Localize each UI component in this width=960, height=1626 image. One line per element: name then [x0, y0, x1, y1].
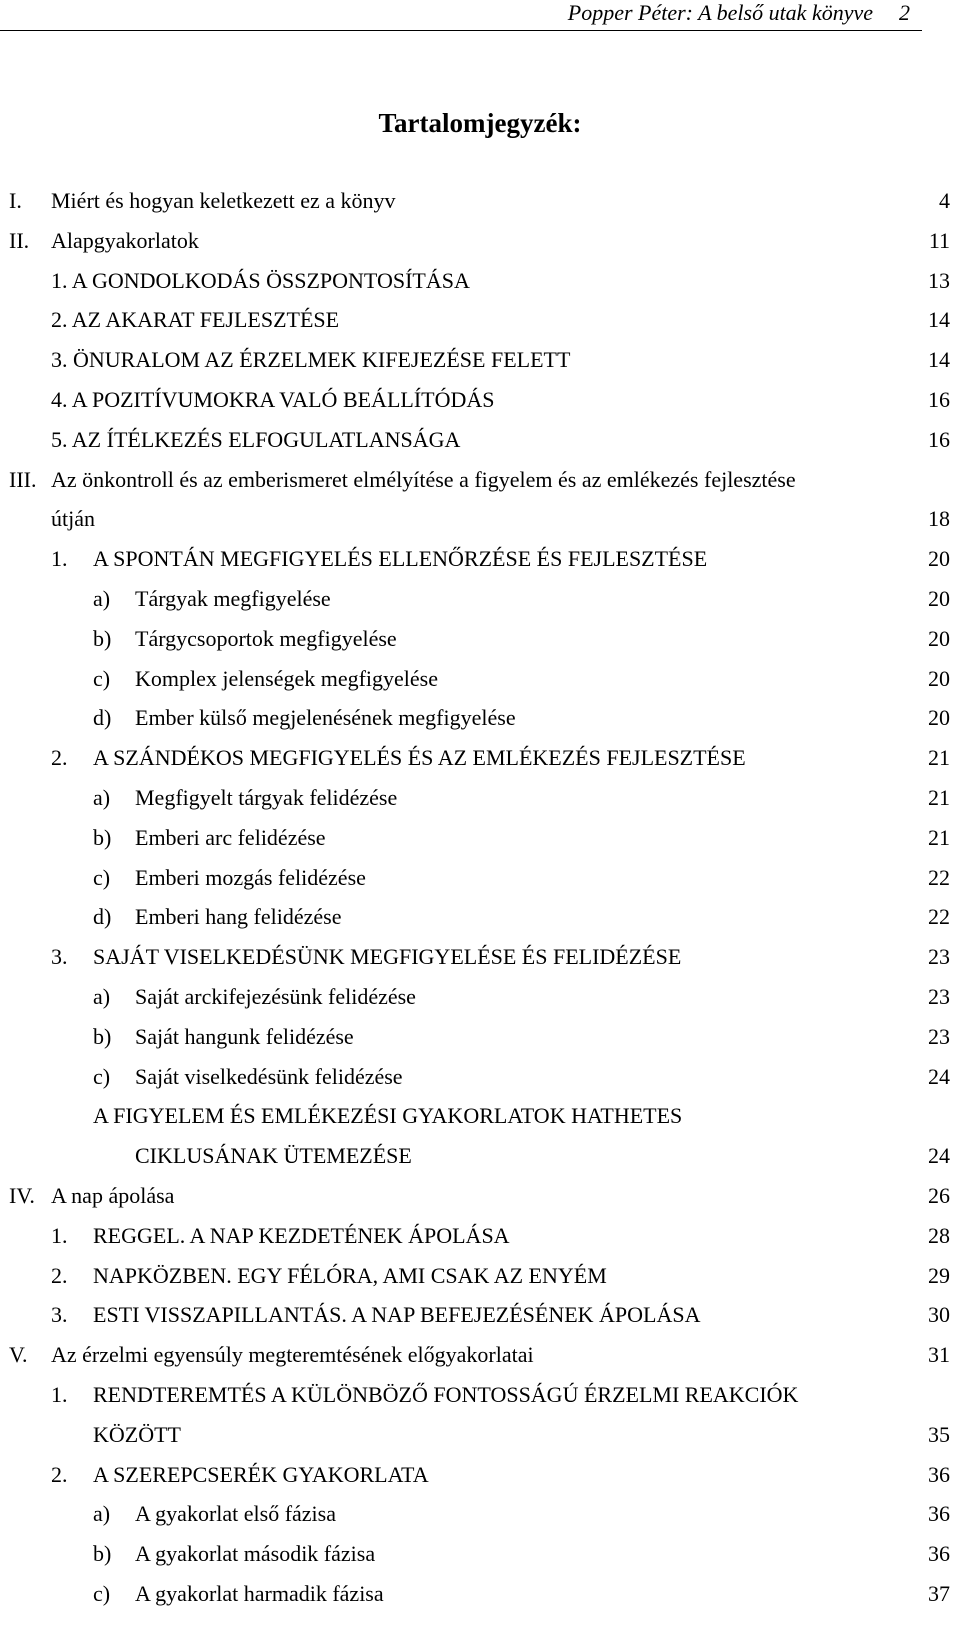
toc-entry-label: CIKLUSÁNAK ÜTEMEZÉSE — [135, 1143, 412, 1169]
toc-entry-label: Saját hangunk felidézése — [135, 1023, 354, 1049]
toc-entry-page: 24 — [928, 1143, 950, 1169]
toc-entry-label: A nap ápolása — [51, 1182, 175, 1208]
toc-entry-page: 28 — [928, 1222, 950, 1248]
toc-entry[interactable] — [0, 1024, 960, 1064]
toc-entry-label: Emberi mozgás felidézése — [135, 864, 366, 890]
toc-entry-label: A SZEREPCSERÉK GYAKORLATA — [93, 1461, 429, 1487]
toc-entry[interactable] — [0, 586, 960, 626]
toc-entry-label: Megfigyelt tárgyak felidézése — [135, 784, 398, 810]
toc-entry-page: 13 — [928, 267, 950, 293]
toc-entry-number: d) — [93, 705, 112, 731]
table-of-contents — [0, 188, 960, 1621]
toc-entry[interactable] — [0, 427, 960, 467]
toc-entry-page: 31 — [928, 1342, 950, 1368]
toc-entry-number: b) — [93, 625, 112, 651]
toc-entry-label: Tárgycsoportok megfigyelése — [135, 625, 397, 651]
toc-entry-label: Miért és hogyan keletkezett ez a könyv — [51, 188, 396, 213]
toc-entry[interactable] — [0, 268, 960, 308]
toc-entry-number: 2. — [51, 745, 68, 771]
toc-entry[interactable] — [0, 1302, 960, 1342]
toc-entry-page: 23 — [928, 983, 950, 1009]
toc-entry[interactable] — [0, 1263, 960, 1303]
toc-entry-label: A FIGYELEM ÉS EMLÉKEZÉSI GYAKORLATOK HATHETES — [93, 1103, 683, 1129]
toc-entry[interactable] — [0, 984, 960, 1024]
toc-entry-label: KÖZÖTT — [93, 1421, 181, 1447]
toc-entry-page: 23 — [928, 1023, 950, 1049]
toc-entry-page: 21 — [928, 824, 950, 850]
toc-entry-number: b) — [93, 1023, 112, 1049]
toc-entry[interactable] — [0, 825, 960, 865]
toc-entry-page: 14 — [928, 347, 950, 373]
toc-entry-page: 37 — [928, 1580, 950, 1606]
toc-entry-number: d) — [93, 904, 112, 930]
toc-entry-label: Emberi arc felidézése — [135, 824, 326, 850]
toc-entry[interactable] — [0, 1541, 960, 1581]
toc-entry[interactable] — [0, 228, 960, 268]
header-text: Popper Péter: A belső utak könyve — [567, 0, 873, 25]
toc-entry-page: 22 — [928, 864, 950, 890]
toc-entry-label: REGGEL. A NAP KEZDETÉNEK ÁPOLÁSA — [93, 1222, 510, 1248]
toc-entry-page: 23 — [928, 944, 950, 970]
toc-entry-number: 1. — [51, 546, 68, 572]
toc-entry-label: Alapgyakorlatok — [51, 227, 199, 253]
toc-entry-page: 20 — [928, 546, 950, 572]
toc-entry[interactable] — [0, 1501, 960, 1541]
toc-entry-label: 1. A GONDOLKODÁS ÖSSZPONTOSÍTÁSA — [51, 267, 470, 293]
toc-entry[interactable] — [0, 1382, 960, 1422]
toc-entry-number: V. — [9, 1342, 28, 1368]
toc-entry[interactable] — [0, 944, 960, 984]
toc-entry-page: 22 — [928, 904, 950, 930]
toc-entry[interactable] — [0, 1342, 960, 1382]
toc-entry-label: 3. ÖNURALOM AZ ÉRZELMEK KIFEJEZÉSE FELETT — [51, 347, 571, 373]
toc-entry-label: ESTI VISSZAPILLANTÁS. A NAP BEFEJEZÉSÉNEK ÁPOLÁSA — [93, 1302, 701, 1328]
toc-entry-page: 36 — [928, 1501, 950, 1527]
toc-entry-page: 35 — [928, 1421, 950, 1447]
toc-entry-number: a) — [93, 983, 111, 1009]
toc-entry-page: 16 — [928, 426, 950, 452]
toc-entry-label: Komplex jelenségek megfigyelése — [135, 665, 439, 691]
toc-entry-label: 4. A POZITÍVUMOKRA VALÓ BEÁLLÍTÓDÁS — [51, 386, 495, 412]
toc-entry[interactable] — [0, 1064, 960, 1104]
toc-entry-label: RENDTEREMTÉS A KÜLÖNBÖZŐ FONTOSSÁGÚ ÉRZELMI REAKCIÓK — [93, 1381, 799, 1407]
toc-entry-label: Tárgyak megfigyelése — [135, 585, 331, 611]
toc-entry[interactable] — [0, 1143, 960, 1183]
toc-entry[interactable] — [0, 467, 960, 507]
toc-entry-number: c) — [93, 665, 111, 691]
toc-entry-page: 20 — [928, 665, 950, 691]
toc-entry-page: 18 — [928, 506, 950, 532]
toc-entry-page: 20 — [928, 625, 950, 651]
toc-entry-page: 11 — [928, 227, 950, 253]
toc-entry[interactable] — [0, 626, 960, 666]
toc-entry[interactable] — [0, 1223, 960, 1263]
toc-entry-page: 36 — [928, 1461, 950, 1487]
toc-entry[interactable] — [0, 904, 960, 944]
toc-entry-label: NAPKÖZBEN. EGY FÉLÓRA, AMI CSAK AZ ENYÉM — [93, 1262, 607, 1288]
toc-entry-page: 21 — [928, 745, 950, 771]
toc-entry-label: 5. AZ ÍTÉLKEZÉS ELFOGULATLANSÁGA — [51, 426, 461, 452]
toc-entry[interactable] — [0, 865, 960, 905]
toc-entry-number: 1. — [51, 1222, 68, 1248]
toc-entry-number: a) — [93, 585, 111, 611]
toc-entry-label: Saját arckifejezésünk felidézése — [135, 983, 416, 1009]
toc-entry-number: III. — [9, 466, 37, 492]
toc-entry-page: 4 — [939, 188, 950, 213]
header-page-number: 2 — [899, 0, 910, 25]
toc-entry-number: 3. — [51, 944, 68, 970]
toc-entry-label: Ember külső megjelenésének megfigyelése — [135, 705, 516, 731]
toc-entry-number: II. — [9, 227, 30, 253]
toc-entry-number: I. — [9, 188, 22, 213]
toc-entry-label: A gyakorlat harmadik fázisa — [135, 1580, 384, 1606]
toc-entry-number: 3. — [51, 1302, 68, 1328]
toc-entry-page: 24 — [928, 1063, 950, 1089]
toc-entry-number: c) — [93, 1580, 111, 1606]
toc-entry[interactable] — [0, 1183, 960, 1223]
toc-entry[interactable] — [0, 705, 960, 745]
toc-entry-label: A SPONTÁN MEGFIGYELÉS ELLENŐRZÉSE ÉS FEJLESZTÉSE — [93, 546, 708, 572]
toc-entry[interactable] — [0, 188, 960, 228]
toc-entry-number: 2. — [51, 1461, 68, 1487]
toc-entry[interactable] — [0, 1581, 960, 1621]
toc-title: Tartalomjegyzék: — [378, 108, 582, 138]
toc-entry-page: 30 — [928, 1302, 950, 1328]
toc-entry-number: b) — [93, 1541, 112, 1567]
toc-entry-label: Az érzelmi egyensúly megteremtésének előgyakorlatai — [51, 1342, 534, 1368]
toc-entry[interactable] — [0, 745, 960, 785]
toc-entry[interactable] — [0, 1462, 960, 1502]
toc-entry-page: 16 — [928, 386, 950, 412]
toc-entry[interactable] — [0, 785, 960, 825]
toc-entry-label: Emberi hang felidézése — [135, 904, 342, 930]
running-header — [0, 0, 922, 31]
toc-entry-number: b) — [93, 824, 112, 850]
toc-entry-page: 20 — [928, 705, 950, 731]
toc-entry-number: c) — [93, 1063, 111, 1089]
toc-entry[interactable] — [0, 307, 960, 347]
toc-entry-number: 1. — [51, 1381, 68, 1407]
toc-entry-label: A SZÁNDÉKOS MEGFIGYELÉS ÉS AZ EMLÉKEZÉS FEJLESZTÉSE — [93, 745, 746, 771]
toc-entry-label: útján — [51, 506, 95, 532]
toc-entry-page: 14 — [928, 307, 950, 333]
toc-entry-number: a) — [93, 784, 111, 810]
toc-entry-number: a) — [93, 1501, 111, 1527]
toc-entry-page: 21 — [928, 784, 950, 810]
toc-entry-label: Az önkontroll és az emberismeret elmélyítése a figyelem és az emlékezés fejlesztése — [51, 466, 796, 492]
toc-entry-number: 2. — [51, 1262, 68, 1288]
toc-entry-label: A gyakorlat első fázisa — [135, 1501, 336, 1527]
toc-entry-page: 20 — [928, 585, 950, 611]
toc-entry-page: 36 — [928, 1541, 950, 1567]
toc-entry[interactable] — [0, 387, 960, 427]
toc-entry-label: A gyakorlat második fázisa — [135, 1541, 376, 1567]
toc-entry[interactable] — [0, 666, 960, 706]
toc-entry-label: 2. AZ AKARAT FEJLESZTÉSE — [51, 307, 340, 333]
toc-entry-label: SAJÁT VISELKEDÉSÜNK MEGFIGYELÉSE ÉS FELIDÉZÉSE — [93, 944, 682, 970]
toc-entry[interactable] — [0, 1422, 960, 1462]
toc-entry[interactable] — [0, 1103, 960, 1143]
toc-entry[interactable] — [0, 506, 960, 546]
toc-entry[interactable] — [0, 546, 960, 586]
toc-entry-number: c) — [93, 864, 111, 890]
toc-entry-label: Saját viselkedésünk felidézése — [135, 1063, 403, 1089]
toc-entry-page: 29 — [928, 1262, 950, 1288]
toc-entry-number: IV. — [9, 1182, 35, 1208]
toc-entry[interactable] — [0, 347, 960, 387]
toc-entry-page: 26 — [928, 1182, 950, 1208]
